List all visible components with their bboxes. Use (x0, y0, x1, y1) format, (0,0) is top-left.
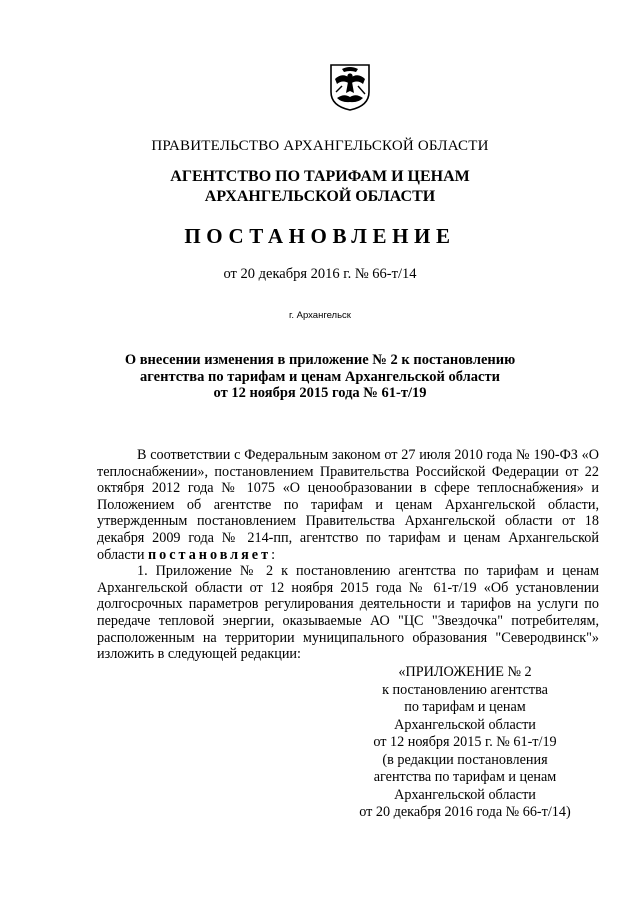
appendix-line: к постановлению агентства (382, 681, 548, 698)
agency-name-line1: АГЕНТСТВО ПО ТАРИФАМ И ЦЕНАМ (170, 168, 470, 185)
document-type-title: ПОСТАНОВЛЕНИЕ (184, 224, 456, 248)
paragraph-item-1: 1. Приложение № 2 к постановлению агентства по тарифам и ценам Архангельской области от 12 ноября 2015 года № 61-т/19 «Об установлении долгосрочных параметров регулирования деятельности и тарифов на услуги по передаче тепловой энергии, оказываемые АО "ЦС "Звездочка" потребителям, расположенным на территории муниципального образования "Северодвинск"» изложить в следующей редакции: (97, 563, 599, 663)
paragraph-preamble (97, 447, 599, 563)
document-body (97, 447, 599, 663)
decree-keyword: постановляет (147, 546, 272, 563)
document-city: г. Архангельск (289, 310, 351, 321)
subject-line1: О внесении изменения в приложение № 2 к постановлению (124, 352, 516, 368)
preamble-end: : (271, 546, 276, 563)
appendix-heading (330, 664, 600, 822)
subject-line3: от 12 ноября 2015 года № 61-т/19 (213, 385, 427, 401)
appendix-line: Архангельской области (394, 786, 536, 803)
appendix-line: от 12 ноября 2015 г. № 61-т/19 (373, 734, 557, 750)
appendix-line: по тарифам и ценам (404, 699, 526, 715)
preamble-text: В соответствии с Федеральным законом от 27 июля 2010 года № 190-ФЗ «О теплоснабжении», постановлением Правительства Российской Федерации от 22 октября 2012 года № 1075 «О ценообразовании в сфере теплоснабжения» и Положением об агентстве по тарифам и ценам Архангельской области, утвержденным постановлением Правительства Архангельской области от 18 декабря 2009 года № 214-пп, агентство по тарифам и ценам Архангельской области (97, 447, 599, 563)
document-subject (0, 352, 640, 402)
government-name: ПРАВИТЕЛЬСТВО АРХАНГЕЛЬСКОЙ ОБЛАСТИ (151, 138, 489, 154)
subject-line2: агентства по тарифам и ценам Архангельской области (140, 368, 500, 385)
appendix-line: Архангельской области (394, 716, 536, 733)
coat-of-arms-icon (328, 62, 372, 112)
appendix-line: агентства по тарифам и ценам (373, 769, 557, 785)
appendix-line: «ПРИЛОЖЕНИЕ № 2 (398, 664, 532, 680)
agency-name (0, 167, 640, 207)
agency-name-line2: АРХАНГЕЛЬСКОЙ ОБЛАСТИ (204, 188, 436, 205)
document-date-number: от 20 декабря 2016 г. № 66-т/14 (223, 266, 417, 282)
appendix-line: (в редакции постановления (382, 751, 548, 768)
appendix-line: от 20 декабря 2016 года № 66-т/14) (359, 804, 571, 820)
